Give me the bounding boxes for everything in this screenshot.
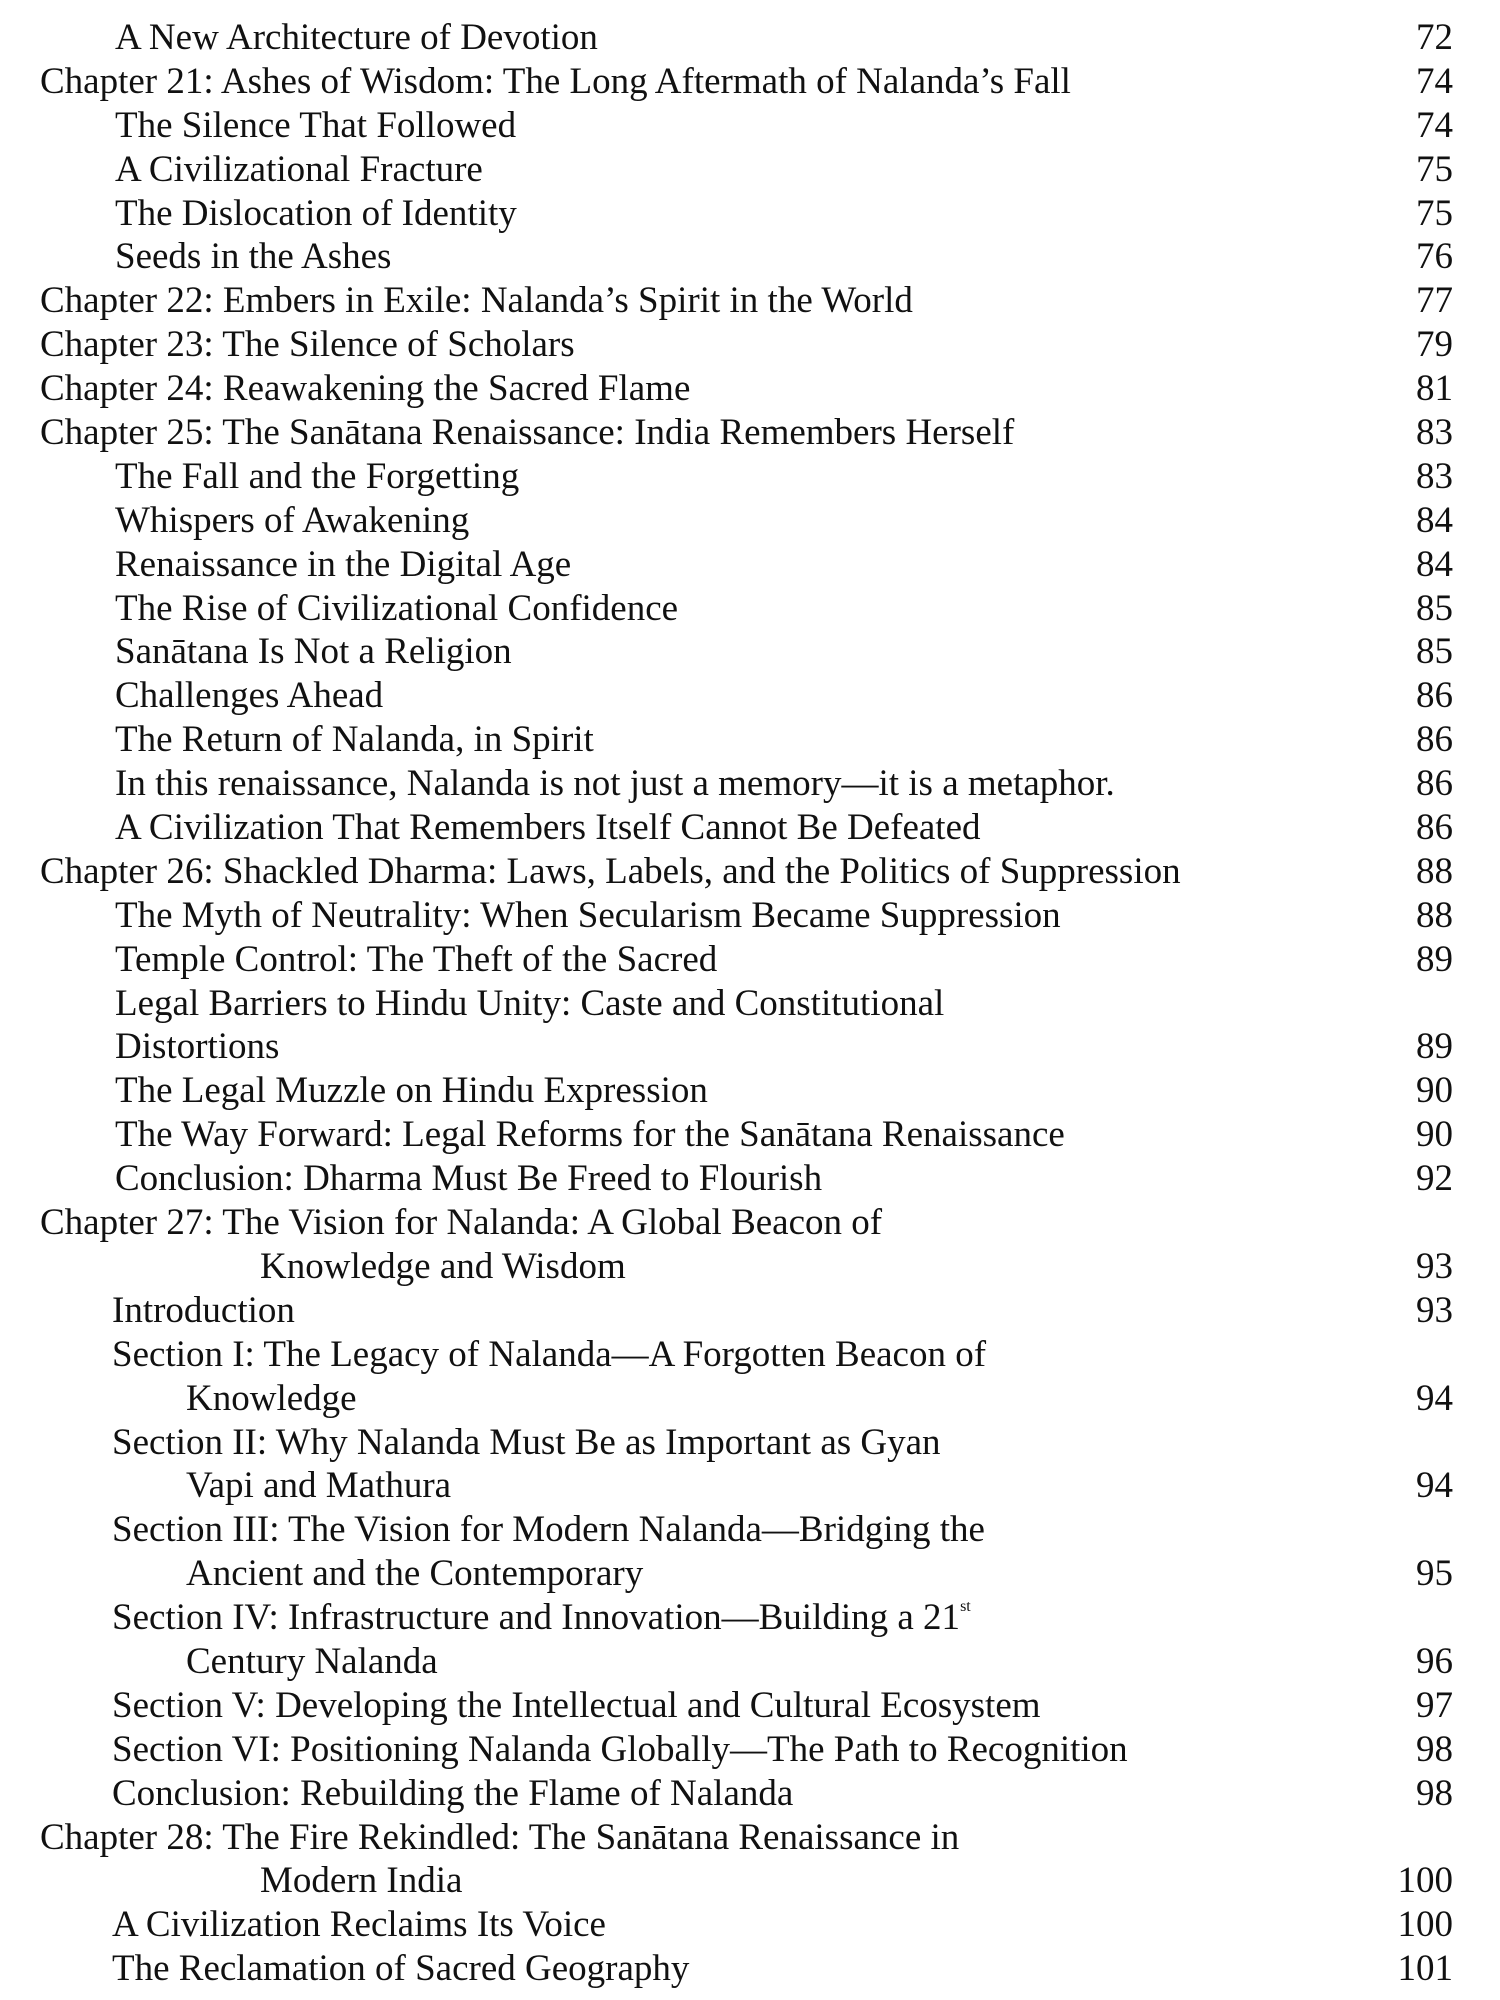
toc-entry-page-number: 74 bbox=[1416, 104, 1453, 146]
toc-entry-title-text: A Civilization That Remembers Itself Cannot Be Defeated bbox=[115, 807, 981, 849]
toc-entry-title bbox=[40, 411, 1014, 455]
toc-entry-title-text: Chapter 24: Reawakening the Sacred Flame bbox=[40, 368, 691, 410]
toc-entry-page-number: 90 bbox=[1416, 1114, 1453, 1156]
toc-entry-title bbox=[115, 674, 383, 718]
toc-entry bbox=[0, 1289, 1500, 1333]
toc-entry bbox=[0, 674, 1500, 718]
toc-entry-title-text: Century Nalanda bbox=[186, 1640, 438, 1682]
toc-entry-page-number: 75 bbox=[1416, 148, 1453, 190]
toc-entry-title bbox=[112, 1596, 971, 1640]
toc-entry-title-text: Vapi and Mathura bbox=[186, 1465, 452, 1507]
toc-entry-title-text: Section VI: Positioning Nalanda Globally—The Path to Recognition bbox=[112, 1728, 1128, 1770]
toc-entry-title bbox=[115, 630, 512, 674]
toc-entry-title-text: Conclusion: Dharma Must Be Freed to Flourish bbox=[115, 1158, 823, 1200]
toc-entry-title bbox=[115, 1157, 822, 1201]
toc-entry-title bbox=[115, 16, 598, 60]
toc-entry-page-number: 88 bbox=[1416, 850, 1453, 892]
toc-entry-title-text: A Civilizational Fracture bbox=[115, 148, 483, 190]
toc-entry-page-number: 84 bbox=[1416, 543, 1453, 585]
toc-entry-page-number: 94 bbox=[1416, 1377, 1453, 1419]
toc-entry-title bbox=[186, 1464, 451, 1508]
toc-entry-title bbox=[186, 1552, 643, 1596]
toc-entry-title bbox=[115, 192, 517, 236]
toc-entry bbox=[0, 718, 1500, 762]
toc-entry-title-text: Sanātana Is Not a Religion bbox=[115, 631, 512, 673]
toc-entry-page-number: 81 bbox=[1416, 368, 1453, 410]
toc-entry-title bbox=[40, 323, 575, 367]
toc-entry-title bbox=[112, 1684, 1041, 1728]
toc-entry-title bbox=[115, 1113, 1065, 1157]
toc-entry bbox=[0, 1816, 1500, 1860]
toc-entry-title bbox=[112, 1772, 793, 1816]
toc-entry-title-text: Section IV: Infrastructure and Innovation—Building a 21 bbox=[112, 1597, 961, 1639]
toc-entry-title bbox=[260, 1859, 462, 1903]
toc-entry-page-number: 88 bbox=[1416, 894, 1453, 936]
toc-entry-page-number: 90 bbox=[1416, 1070, 1453, 1112]
toc-entry-page-number: 100 bbox=[1397, 1904, 1453, 1946]
toc-entry bbox=[0, 367, 1500, 411]
toc-entry bbox=[0, 1333, 1500, 1377]
toc-entry bbox=[0, 1947, 1500, 1991]
toc-entry-title-text: Conclusion: Rebuilding the Flame of Nalanda bbox=[112, 1772, 794, 1814]
toc-entry-title bbox=[186, 1377, 357, 1421]
toc-entry-page-number: 96 bbox=[1416, 1640, 1453, 1682]
toc-entry bbox=[0, 1552, 1500, 1596]
toc-entry-title bbox=[260, 1245, 626, 1289]
toc-entry bbox=[0, 104, 1500, 148]
toc-entry-page-number: 74 bbox=[1416, 60, 1453, 102]
toc-entry-page-number: 101 bbox=[1397, 1948, 1453, 1990]
toc-entry-title-text: A New Architecture of Devotion bbox=[115, 17, 598, 58]
table-of-contents bbox=[0, 16, 1500, 1991]
toc-entry-page-number: 85 bbox=[1416, 587, 1453, 629]
toc-entry-title-text: A Civilization Reclaims Its Voice bbox=[112, 1904, 606, 1946]
toc-entry-title-text: Challenges Ahead bbox=[115, 675, 384, 717]
toc-entry bbox=[0, 1596, 1500, 1640]
toc-entry-title-text: Section II: Why Nalanda Must Be as Important as Gyan bbox=[112, 1421, 941, 1463]
toc-entry-page-number: 97 bbox=[1416, 1684, 1453, 1726]
toc-entry-title bbox=[40, 850, 1181, 894]
toc-entry-title bbox=[112, 1508, 985, 1552]
toc-entry-title-text: Chapter 22: Embers in Exile: Nalanda’s Spirit in the World bbox=[40, 280, 913, 322]
toc-entry bbox=[0, 762, 1500, 806]
toc-entry-title bbox=[115, 148, 483, 192]
toc-entry-title bbox=[115, 718, 594, 762]
toc-entry bbox=[0, 850, 1500, 894]
toc-entry-title-text: Knowledge bbox=[186, 1377, 357, 1419]
toc-entry-title bbox=[115, 762, 1115, 806]
toc-entry bbox=[0, 1903, 1500, 1947]
toc-entry-title bbox=[40, 367, 690, 411]
toc-entry-title bbox=[115, 806, 981, 850]
toc-entry-page-number: 94 bbox=[1416, 1465, 1453, 1507]
toc-entry-title bbox=[112, 1728, 1128, 1772]
toc-entry-title bbox=[115, 104, 516, 148]
toc-entry-title-text: Section V: Developing the Intellectual and Cultural Ecosystem bbox=[112, 1684, 1041, 1726]
toc-entry-title bbox=[112, 1289, 295, 1333]
toc-entry-page-number: 86 bbox=[1416, 675, 1453, 717]
toc-entry-title-text: The Dislocation of Identity bbox=[115, 192, 517, 234]
toc-entry-page-number: 84 bbox=[1416, 499, 1453, 541]
toc-entry-title bbox=[40, 279, 913, 323]
toc-entry-title-text: Renaissance in the Digital Age bbox=[115, 543, 572, 585]
toc-entry bbox=[0, 16, 1500, 60]
toc-entry-page-number: 98 bbox=[1416, 1728, 1453, 1770]
toc-entry-title-text: Temple Control: The Theft of the Sacred bbox=[115, 938, 718, 980]
toc-entry-page-number: 83 bbox=[1416, 455, 1453, 497]
toc-entry-title-text: Whispers of Awakening bbox=[115, 499, 470, 541]
toc-entry bbox=[0, 1464, 1500, 1508]
toc-entry bbox=[0, 1728, 1500, 1772]
toc-entry-page-number: 92 bbox=[1416, 1158, 1453, 1200]
toc-entry-title bbox=[115, 982, 944, 1026]
toc-entry bbox=[0, 1069, 1500, 1113]
toc-entry bbox=[0, 279, 1500, 323]
toc-entry-title-text: The Legal Muzzle on Hindu Expression bbox=[115, 1070, 708, 1112]
toc-entry bbox=[0, 60, 1500, 104]
toc-entry-title bbox=[40, 60, 1071, 104]
toc-entry-page-number: 89 bbox=[1416, 1026, 1453, 1068]
toc-entry-title-text: In this renaissance, Nalanda is not just a memory—it is a metaphor. bbox=[115, 763, 1115, 805]
toc-entry-page-number: 100 bbox=[1397, 1860, 1453, 1902]
toc-entry-title bbox=[115, 455, 519, 499]
toc-entry-page-number: 93 bbox=[1416, 1289, 1453, 1331]
toc-entry-title-text: The Return of Nalanda, in Spirit bbox=[115, 719, 594, 761]
toc-entry-title bbox=[115, 1069, 708, 1113]
toc-entry bbox=[0, 1859, 1500, 1903]
toc-entry-title bbox=[40, 1816, 959, 1860]
toc-entry bbox=[0, 587, 1500, 631]
toc-entry-title bbox=[112, 1947, 689, 1991]
toc-entry-title-text: Section III: The Vision for Modern Nalanda—Bridging the bbox=[112, 1509, 985, 1551]
toc-entry-title-text: Seeds in the Ashes bbox=[115, 236, 392, 278]
toc-entry-title-text: Section I: The Legacy of Nalanda—A Forgotten Beacon of bbox=[112, 1333, 987, 1375]
toc-entry-page-number: 95 bbox=[1416, 1553, 1453, 1595]
toc-entry-page-number: 75 bbox=[1416, 192, 1453, 234]
toc-entry-title-text: Chapter 28: The Fire Rekindled: The Sanātana Renaissance in bbox=[40, 1816, 960, 1858]
toc-entry-title-text: Chapter 27: The Vision for Nalanda: A Global Beacon of bbox=[40, 1202, 883, 1244]
toc-entry-page-number: 83 bbox=[1416, 412, 1453, 454]
toc-entry-title-text: The Fall and the Forgetting bbox=[115, 455, 520, 497]
toc-entry-title bbox=[112, 1421, 941, 1465]
toc-entry-title bbox=[186, 1640, 438, 1684]
toc-entry-title-text: The Silence That Followed bbox=[115, 104, 517, 146]
toc-entry bbox=[0, 630, 1500, 674]
toc-entry-page-number: 86 bbox=[1416, 763, 1453, 805]
toc-entry-title bbox=[115, 235, 391, 279]
toc-entry-title-text: Chapter 23: The Silence of Scholars bbox=[40, 324, 575, 366]
toc-entry bbox=[0, 1245, 1500, 1289]
toc-entry bbox=[0, 982, 1500, 1026]
toc-entry bbox=[0, 235, 1500, 279]
toc-entry bbox=[0, 894, 1500, 938]
toc-entry-title bbox=[115, 1025, 279, 1069]
toc-entry-title-text: Introduction bbox=[112, 1289, 295, 1331]
toc-entry-title-text: Legal Barriers to Hindu Unity: Caste and Constitutional bbox=[115, 982, 945, 1024]
toc-entry bbox=[0, 455, 1500, 499]
toc-entry bbox=[0, 1772, 1500, 1816]
toc-entry-page-number: 86 bbox=[1416, 807, 1453, 849]
toc-entry-page-number: 77 bbox=[1416, 280, 1453, 322]
toc-entry bbox=[0, 1025, 1500, 1069]
toc-entry-title bbox=[115, 894, 1061, 938]
toc-entry bbox=[0, 323, 1500, 367]
toc-entry-title-text: Distortions bbox=[115, 1026, 280, 1068]
toc-entry bbox=[0, 192, 1500, 236]
toc-entry-title bbox=[115, 587, 678, 631]
toc-entry-title-text: Modern India bbox=[260, 1860, 463, 1902]
toc-entry bbox=[0, 148, 1500, 192]
toc-entry-title-text: The Reclamation of Sacred Geography bbox=[112, 1948, 690, 1990]
toc-entry-title-text: Chapter 26: Shackled Dharma: Laws, Labels, and the Politics of Suppression bbox=[40, 850, 1181, 892]
toc-entry-title-text: Ancient and the Contemporary bbox=[186, 1553, 644, 1595]
toc-entry-page-number: 79 bbox=[1416, 324, 1453, 366]
toc-entry-title bbox=[112, 1333, 986, 1377]
toc-entry bbox=[0, 938, 1500, 982]
toc-entry-superscript: st bbox=[960, 1598, 971, 1616]
toc-entry-page-number: 98 bbox=[1416, 1772, 1453, 1814]
toc-entry-title-text: Knowledge and Wisdom bbox=[260, 1245, 626, 1287]
toc-entry-title-text: Chapter 25: The Sanātana Renaissance: India Remembers Herself bbox=[40, 412, 1015, 454]
toc-entry bbox=[0, 543, 1500, 587]
toc-entry bbox=[0, 1157, 1500, 1201]
toc-entry-page-number: 72 bbox=[1416, 17, 1453, 58]
toc-entry-page-number: 76 bbox=[1416, 236, 1453, 278]
toc-entry-title bbox=[115, 499, 469, 543]
toc-entry bbox=[0, 1201, 1500, 1245]
toc-entry-title-text: The Rise of Civilizational Confidence bbox=[115, 587, 679, 629]
toc-entry bbox=[0, 1640, 1500, 1684]
toc-entry-title bbox=[115, 938, 717, 982]
toc-entry-title bbox=[40, 1201, 882, 1245]
toc-entry bbox=[0, 806, 1500, 850]
toc-entry bbox=[0, 1684, 1500, 1728]
toc-entry-title-text: The Way Forward: Legal Reforms for the Sanātana Renaissance bbox=[115, 1114, 1065, 1156]
toc-entry-title-text: The Myth of Neutrality: When Secularism Became Suppression bbox=[115, 894, 1061, 936]
toc-entry-title bbox=[112, 1903, 606, 1947]
toc-entry bbox=[0, 1421, 1500, 1465]
toc-entry-page-number: 86 bbox=[1416, 719, 1453, 761]
toc-entry bbox=[0, 411, 1500, 455]
toc-entry-page-number: 89 bbox=[1416, 938, 1453, 980]
toc-entry bbox=[0, 499, 1500, 543]
toc-entry bbox=[0, 1377, 1500, 1421]
toc-entry-page-number: 93 bbox=[1416, 1245, 1453, 1287]
toc-entry-page-number: 85 bbox=[1416, 631, 1453, 673]
toc-entry-title-text: Chapter 21: Ashes of Wisdom: The Long Aftermath of Nalanda’s Fall bbox=[40, 60, 1071, 102]
toc-entry-title bbox=[115, 543, 571, 587]
toc-entry bbox=[0, 1113, 1500, 1157]
toc-entry bbox=[0, 1508, 1500, 1552]
